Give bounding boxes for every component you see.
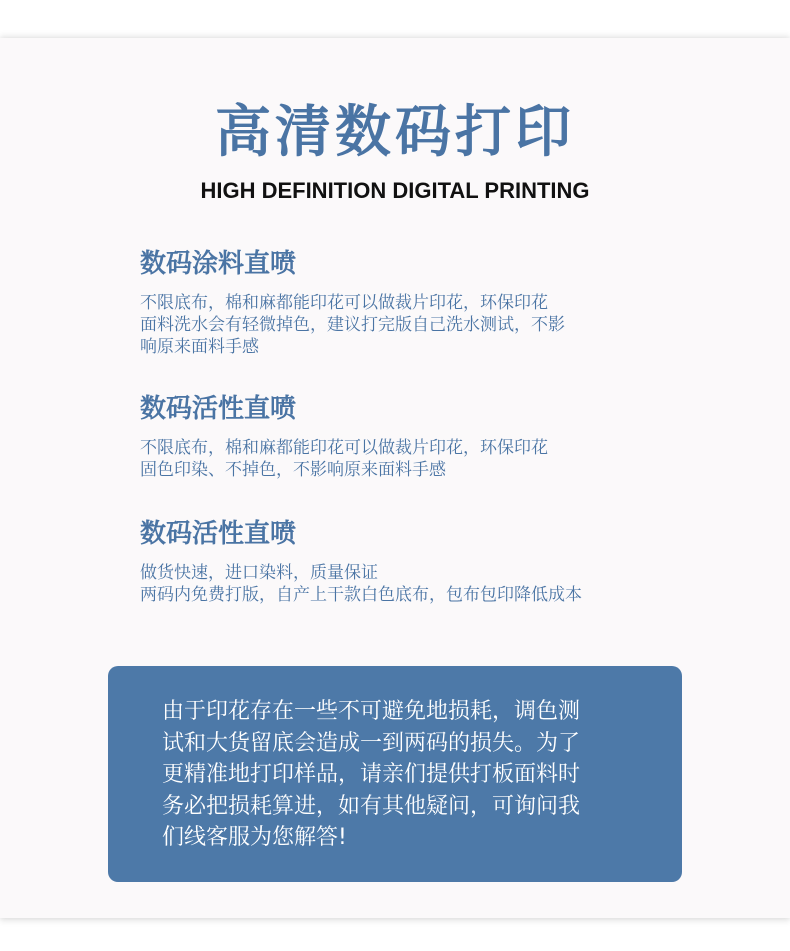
section-description [140, 437, 700, 481]
section-reactive-direct-spray [140, 391, 700, 481]
description-line: 不限底布，棉和麻都能印花可以做裁片印花，环保印花 [140, 438, 548, 458]
description-line: 两码内免费打版，自产上干款白色底布，包布包印降低成本 [140, 585, 582, 605]
description-line: 不限底布，棉和麻都能印花可以做裁片印花，环保印花 [140, 293, 548, 313]
notice-line: 由于印花存在一些不可避免地损耗，调色测 [162, 699, 581, 724]
page-subtitle: HIGH DEFINITION DIGITAL PRINTING [200, 178, 590, 203]
section-reactive-direct-spray-2 [140, 516, 700, 606]
notice-line: 务必把损耗算进，如有其他疑问，可询问我 [162, 793, 581, 819]
notice-box [108, 666, 682, 882]
section-coating-direct-spray [140, 246, 700, 358]
notice-line: 试和大货留底会造成一到两码的损失。为了 [162, 730, 581, 756]
description-line: 响原来面料手感 [140, 337, 259, 357]
section-heading: 数码涂料直喷 [140, 249, 297, 279]
section-description [140, 562, 700, 606]
notice-line: 更精准地打印样品，请亲们提供打板面料时 [162, 762, 581, 787]
description-line: 做货快速，进口染料，质量保证 [140, 563, 378, 583]
description-line: 固色印染、不掉色，不影响原来面料手感 [140, 460, 446, 480]
page-title: 高清数码打印 [215, 100, 575, 165]
section-description [140, 292, 700, 358]
description-line: 面料洗水会有轻微掉色，建议打完版自己洗水测试，不影 [140, 315, 565, 335]
notice-line: 们线客服为您解答! [162, 825, 347, 850]
notice-text [162, 696, 642, 854]
section-heading: 数码活性直喷 [140, 394, 297, 424]
section-heading: 数码活性直喷 [140, 519, 297, 549]
